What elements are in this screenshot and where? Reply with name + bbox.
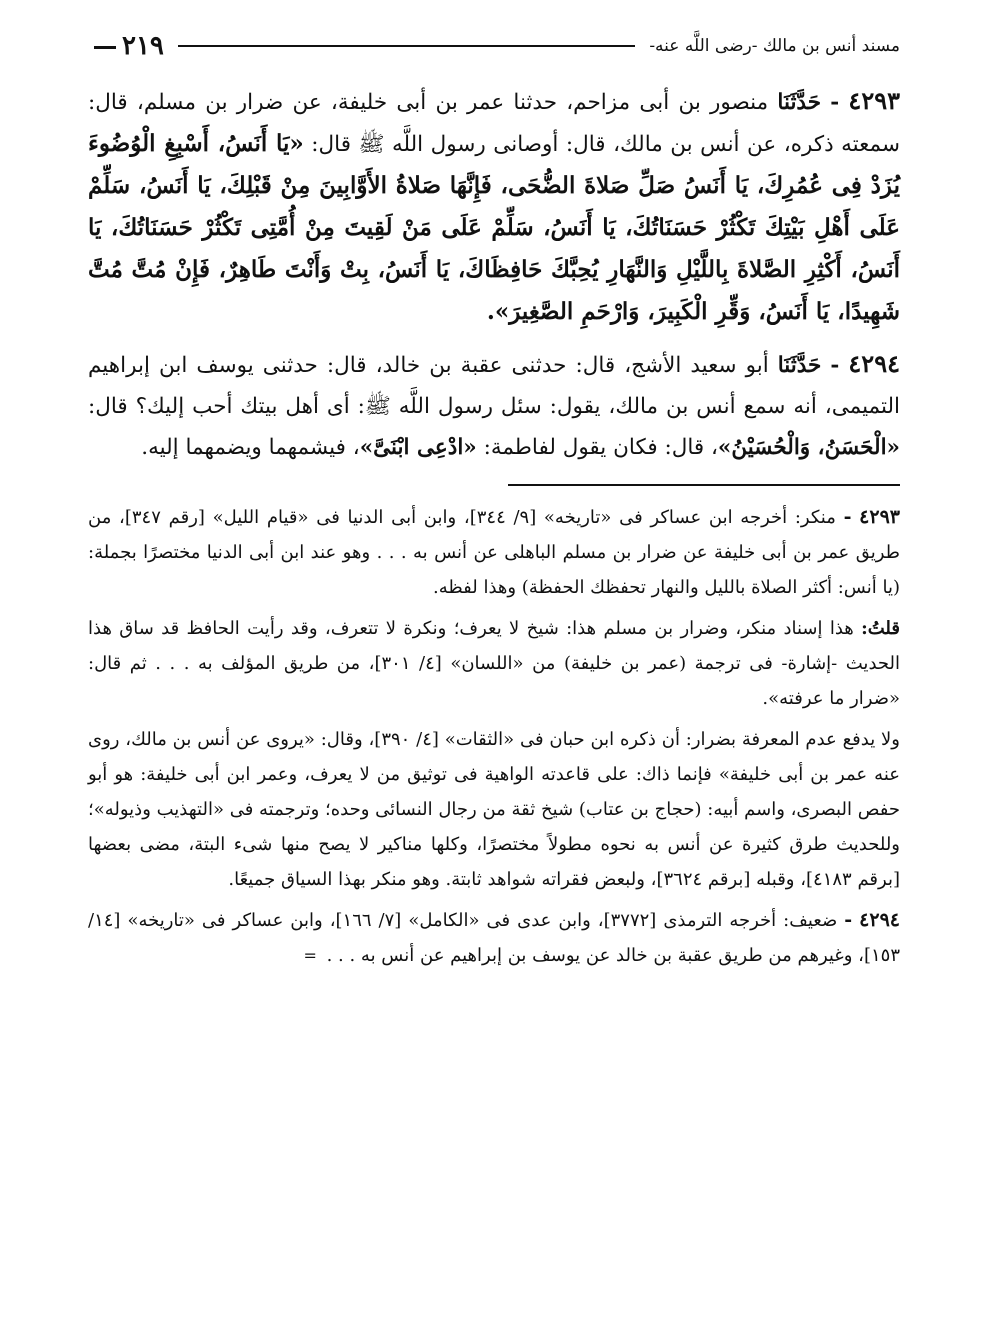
- hadith-dash: -: [830, 90, 840, 115]
- hadith-dash: -: [830, 353, 840, 378]
- hadith-number: ٤٢٩٣: [848, 86, 900, 115]
- running-header: [88, 26, 900, 66]
- footnote-dash: -: [844, 909, 853, 931]
- isnad-text: منصور بن أبى مزاحم، حدثنا عمر بن أبى خليفة، عن ضرار بن مسلم، قال: سمعته ذكره، عن أنس بن مالك، قال: أوصانى رسول اللَّه ﷺ قال:: [88, 90, 900, 157]
- page-number-dash: [94, 46, 116, 49]
- footnote-separator: [508, 484, 900, 486]
- footnotes: [88, 500, 900, 973]
- hadith-middle-text: ، قال: فكان يقول لفاطمة:: [483, 435, 718, 460]
- isnad-text: أبو سعيد الأشج، قال: حدثنى عقبة بن خالد، قال: حدثنى يوسف ابن إبراهيم التميمى، أنه سمع أنس بن مالك، يقول: سئل رسول اللَّه ﷺ: أى أهل بيتك أحب إليك؟ قال:: [88, 353, 900, 419]
- footnote-text: ولا يدفع عدم المعرفة بضرار: أن ذكره ابن حبان فى «الثقات» [٤/ ٣٩٠]، وقال: «يروى عن أنس بن مالك، روى عنه عمر بن أبى خليفة» فإنما ذاك: على قاعدته الواهية فى توثيق من لا يعرف، وعمر ابن أبى خليفة: هو أبو حفص البصرى، واسم أبيه: (حجاج بن عتاب) شيخ ثقة من رجال النسائى وحده؛ وترجمته فى «التهذيب وذيوله»؛ وللحديث طرق كثيرة عن أنس به نحوه مطولاً مختصرًا، وكلها مناكير لا يصح منها شىء البتة، مضى بعضها [برقم ٤١٨٣]، وقبله [برقم ٣٦٢٤]، ولبعض فقراته شواهد ثابتة. وهو منكر بهذا السياق جميعًا.: [88, 729, 900, 890]
- footnote-number: ٤٢٩٤: [859, 909, 900, 931]
- footnote-4294: [88, 903, 900, 973]
- matn-text: «الْحَسَنُ، وَالْحُسَيْنُ»: [717, 435, 900, 460]
- header-title: مسند أنس بن مالك -رضى اللَّه عنه-: [649, 36, 900, 56]
- isnad-opening: حَدَّثَنَا: [777, 90, 822, 115]
- hadith-number: ٤٢٩٤: [848, 349, 900, 378]
- matn-text: «يَا أَنَسُ، أَسْبِغِ الْوُضُوءَ يُزَدْ فِى عُمُرِكَ، يَا أَنَسُ صَلِّ صَلاةَ الضُّحَى، فَإِنَّهَا صَلاةُ الأَوَّابِينَ مِنْ قَبْلِكَ، يَا أَنَسُ، سَلِّمْ عَلَى أَهْلِ بَيْتِكَ تَكْثُرْ حَسَنَاتُكَ، يَا أَنَسُ، سَلِّمْ عَلَى مَنْ لَقِيتَ مِنْ أُمَّتِى تَكْثُرْ حَسَنَاتُكَ، يَا أَنَسُ، أَكْثِرِ الصَّلاةَ بِاللَّيْلِ وَالنَّهَارِ يُحِبَّكَ حَافِظَاكَ، يَا أَنَسُ، بِتْ وَأَنْتَ طَاهِرٌ، فَإِنْ مُتَّ مُتَّ شَهِيدًا، يَا أَنَسُ، وَقِّرِ الْكَبِيرَ، وَارْحَمِ الصَّغِيرَ».: [88, 130, 900, 325]
- footnote-number: ٤٢٩٣: [859, 506, 900, 528]
- main-text: [88, 80, 900, 468]
- footnote-text: ضعيف: أخرجه الترمذى [٣٧٧٢]، وابن عدى فى «الكامل» [٧/ ١٦٦]، وابن عساكر فى «تاريخه» [١٤/ ١٥٣]، وغيرهم من طريق عقبة بن خالد عن يوسف بن إبراهيم عن أنس به . . .: [88, 910, 900, 966]
- page: [88, 26, 900, 1316]
- hadith-ending-text: ، فيشمهما ويضمهما إليه.: [141, 435, 360, 460]
- footnote-dash: -: [843, 506, 852, 528]
- header-rule: [178, 45, 635, 47]
- page-number-text: ٢١٩: [122, 31, 164, 61]
- footnote-continuation: [88, 722, 900, 897]
- qultu-label: قلتُ:: [861, 618, 900, 639]
- hadith-4293: [88, 80, 900, 333]
- footnote-4293: [88, 500, 900, 605]
- footnote-text: هذا إسناد منكر، وضرار بن مسلم هذا: شيخ لا يعرف؛ ونكرة لا تتعرف، وقد رأيت الحافظ قد ساق هذا الحديث -إشارة- فى ترجمة (عمر بن خليفة) من «اللسان» [٤/ ٣٠١]، من طريق المؤلف به . . . ثم قال: «ضرار ما عرفته».: [88, 618, 900, 709]
- page-number: [88, 31, 172, 61]
- continuation-mark-icon: =: [303, 946, 317, 965]
- footnote-qultu: [88, 611, 900, 716]
- isnad-opening: حَدَّثَنَا: [777, 353, 822, 378]
- footnote-text: منكر: أخرجه ابن عساكر فى «تاريخه» [٩/ ٣٤٤]، وابن أبى الدنيا فى «قيام الليل» [رقم ٣٤٧]، من طريق عمر بن أبى خليفة عن ضرار بن مسلم الباهلى عن أنس به . . . وهو عند ابن أبى الدنيا مختصرًا بجملة: (يا أنس: أكثر الصلاة بالليل والنهار تحفظك الحفظة) وهذا لفظه.: [88, 507, 900, 598]
- hadith-4294: [88, 343, 900, 468]
- matn-text: «ادْعِى ابْنَىَّ»: [359, 435, 477, 460]
